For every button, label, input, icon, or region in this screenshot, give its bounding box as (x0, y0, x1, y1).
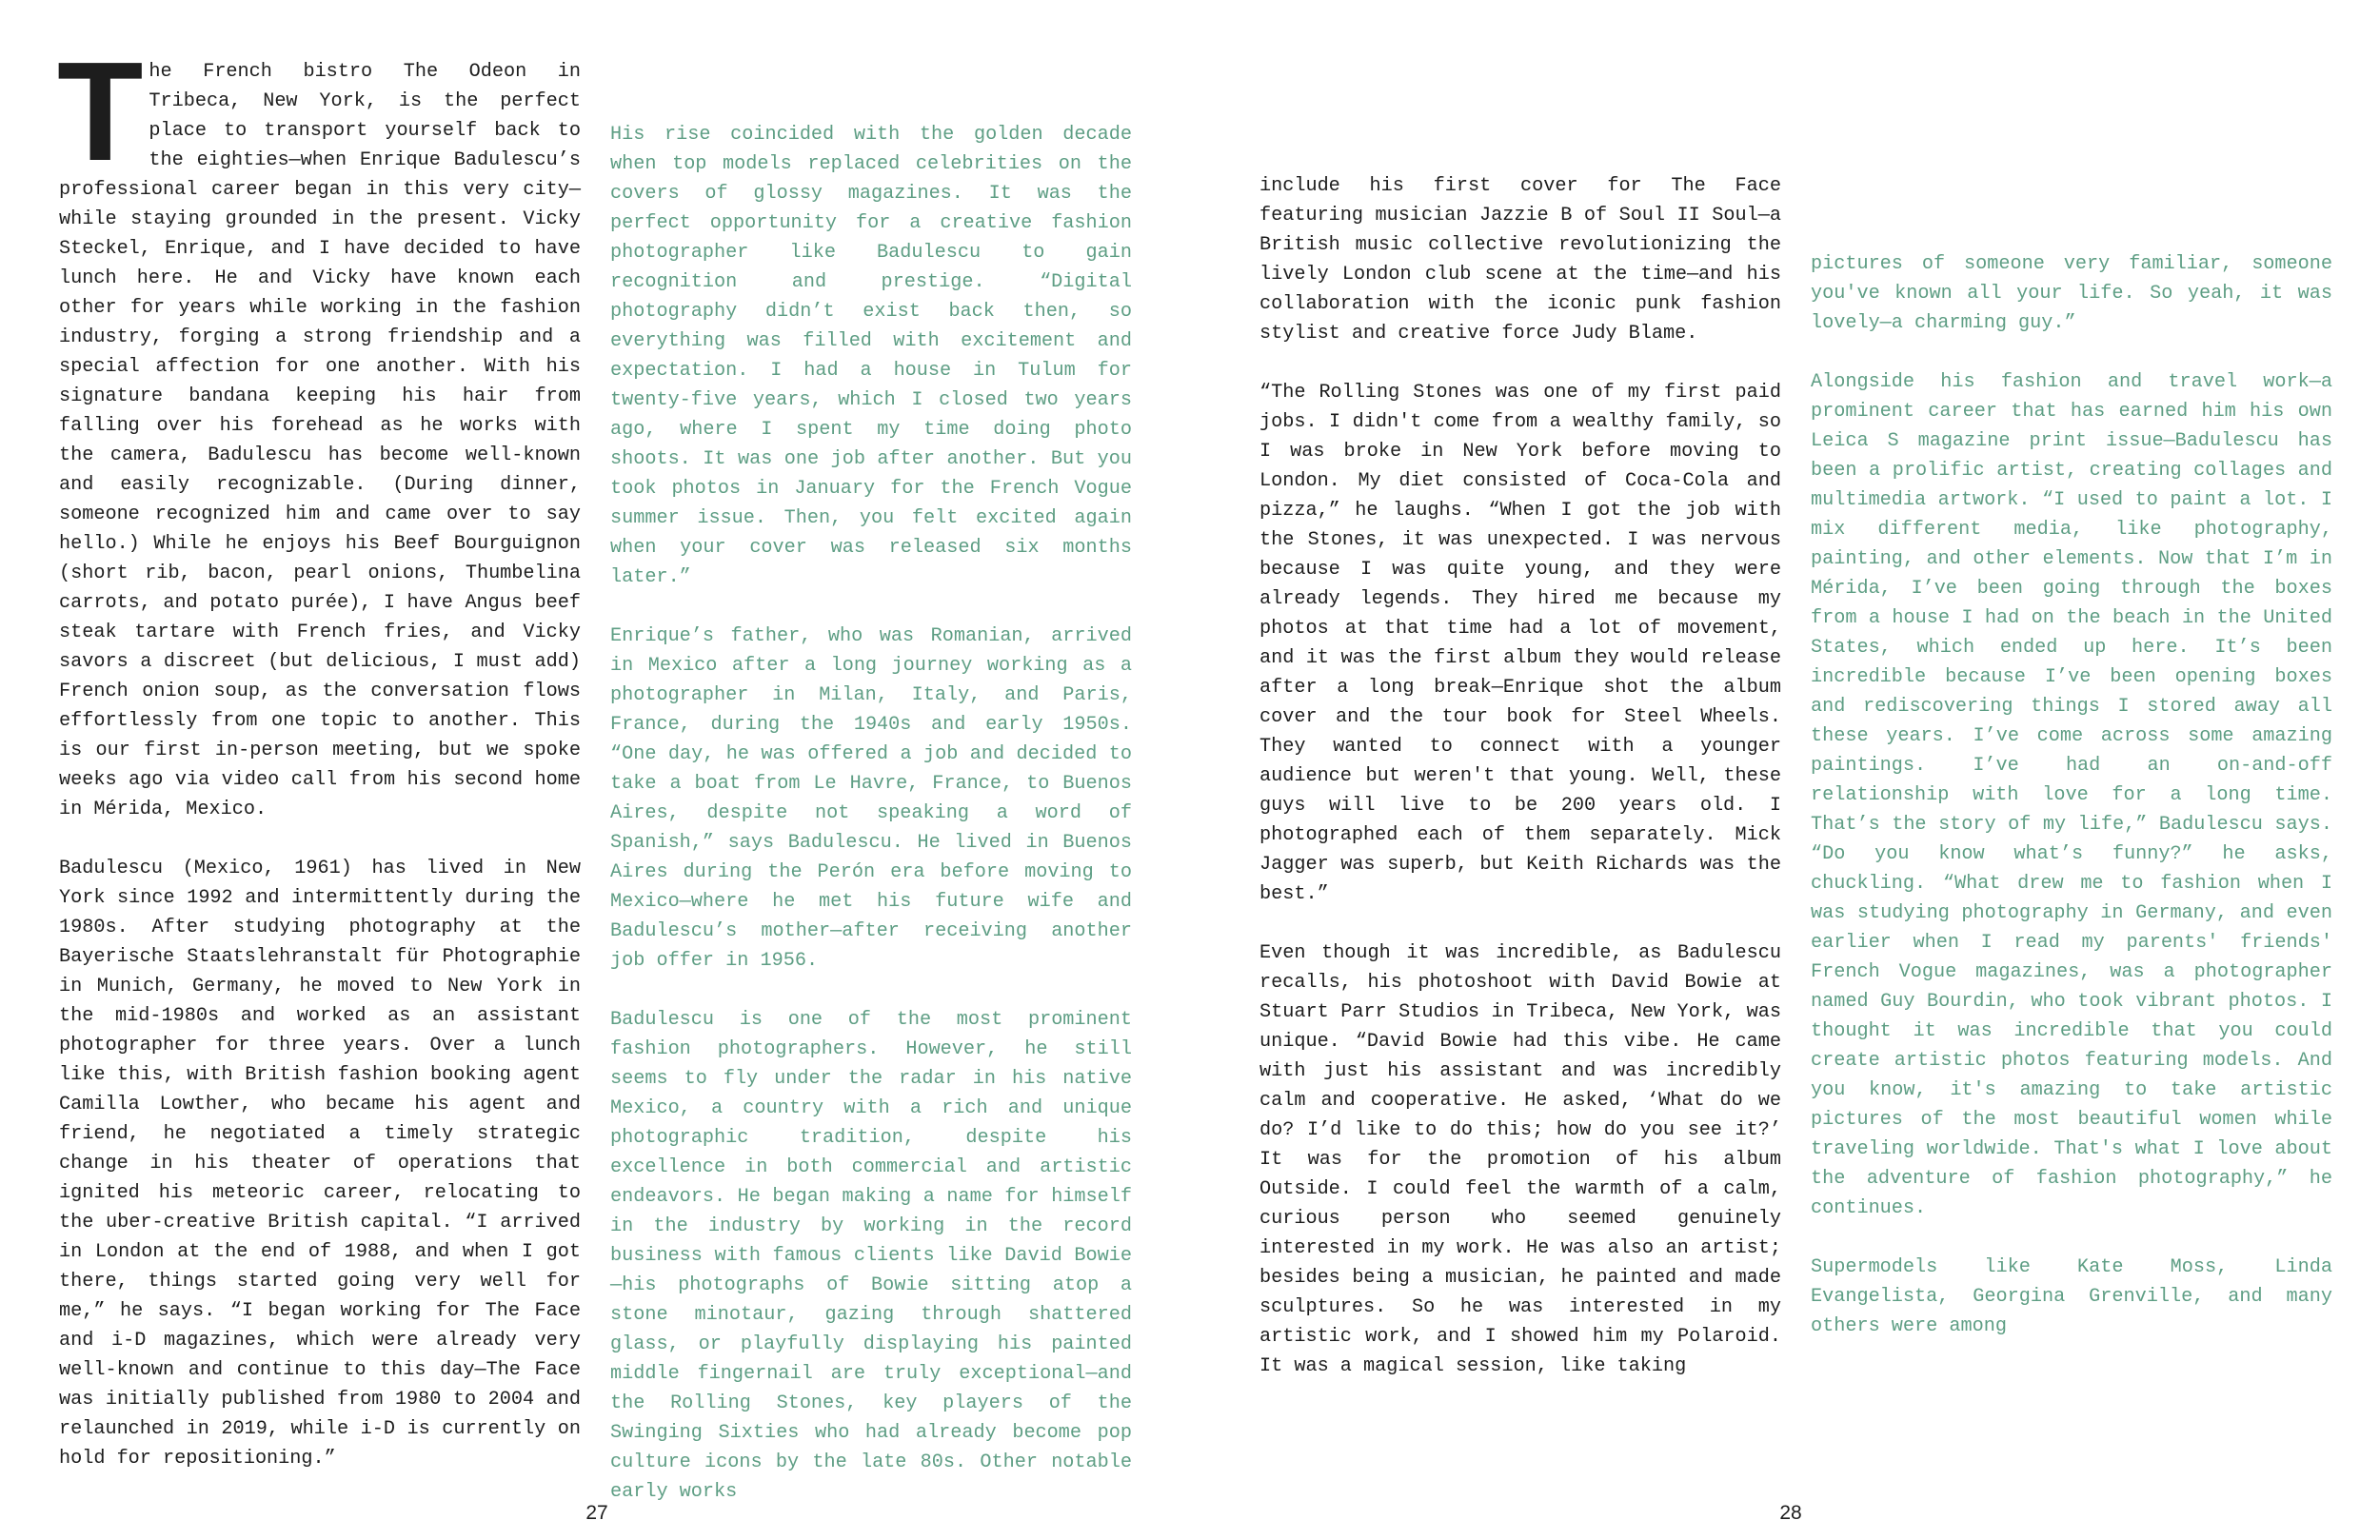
paragraph: Alongside his fashion and travel work—a prominent career that has earned him his own Leica S magazine print issue—Badulescu has been a prolific artist, creating collages and multimedia artwork. “I used to paint a lot. I mix different media, like photography, painting, and other elements. Now that I’m in Mérida, I’ve been going through the boxes from a house I had on the beach in the United States, which ended up here. It’s been incredible because I’ve been opening boxes and rediscovering things I stored away all these years. I’ve come across some amazing paintings. I’ve had an on-and-off relationship with love for a long time. That’s the story of my life,” Badulescu says. “Do you know what’s funny?” he asks, chuckling. “What drew me to fashion when I was studying photography in Germany, and even earlier when I read my parents' friends' French Vogue magazines, was a photographer named Guy Bourdin, who took vibrant photos. I thought it was incredible that you could create artistic photos featuring models. And you know, it's amazing to take artistic pictures of the most beautiful women while traveling worldwide. That's what I love about the adventure of fashion photography,” he continues. (1811, 371, 2332, 1219)
paragraph: Supermodels like Kate Moss, Linda Evangelista, Georgina Grenville, and many others were among (1811, 1256, 2332, 1337)
paragraph: include his first cover for The Face featuring musician Jazzie B of Soul II Soul—a British music collective revolutionizing the lively London club scene at the time—and his collaboration with the iconic punk fashion stylist and creative force Judy Blame. (1259, 175, 1781, 345)
paragraph-text: he French bistro The Odeon in Tribeca, New York, is the perfect place to transport yourself back to the eighties—when Enrique Badulescu’s professional career began in this very city—while staying grounded in the present. Vicky Steckel, Enrique, and I have decided to have lunch here. He and Vicky have known each other for years while working in the fashion industry, forging a strong friendship and a special affection for one another. With his signature bandana keeping his hair from falling over his forehead as he works with the camera, Badulescu has become well-known and easily recognizable. (During dinner, someone recognized him and came over to say hello.) While he enjoys his Beef Bourguignon (short rib, bacon, pearl onions, Thumbelina carrots, and potato purée), I have Angus beef steak tartare with French fries, and Vicky savors a discreet (but delicious, I must add) French onion soup, as the conversation flows effortlessly from one topic to another. This is our first in-person meeting, but we spoke weeks ago via video call from his second home in Mérida, Mexico. (59, 61, 581, 820)
column-4 (1811, 249, 2332, 1341)
paragraph: pictures of someone very familiar, someone you've known all your life. So yeah, it was lovely—a charming guy.” (1811, 253, 2332, 334)
paragraph: Badulescu is one of the most prominent fashion photographers. However, he still seems to fly under the radar in his native Mexico, a country with a rich and unique photographic tradition, despite his excellence in both commercial and artistic endeavors. He began making a name for himself in the industry by working in the record business with famous clients like David Bowie—his photographs of Bowie sitting atop a stone minotaur, gazing through shattered glass, or playfully displaying his painted middle fingernail are truly exceptional—and the Rolling Stones, key players of the Swinging Sixties who had already become pop culture icons by the late 80s. Other notable early works (610, 1009, 1132, 1503)
paragraph: Even though it was incredible, as Badulescu recalls, his photoshoot with David Bowie at Stuart Parr Studios in Tribeca, New York, was unique. “David Bowie had this vibe. He came with just his assistant and was incredibly calm and cooperative. He asked, ‘What do we do? I’d like to do this; how do you see it?’ It was for the promotion of his album Outside. I could feel the warmth of a calm, curious person who seemed genuinely interested in my work. He was also an artist; besides being a musician, he painted and made sculptures. So he was interested in my artistic work, and I showed him my Polaroid. It was a magical session, like taking (1259, 942, 1781, 1377)
right-page (1190, 0, 2380, 1540)
page-number: 27 (585, 1502, 608, 1524)
paragraph: Badulescu (Mexico, 1961) has lived in New York since 1992 and intermittently during the 1980s. After studying photography at the Bayerische Staatslehranstalt für Photographie in Munich, Germany, he moved to New York in the mid-1980s and worked as an assistant photographer for three years. Over a lunch like this, with British fashion booking agent Camilla Lowther, who became his agent and friend, he negotiated a timely strategic change in his theater of operations that ignited his meteoric career, relocating to the uber-creative British capital. “I arrived in London at the end of 1988, and when I got there, things started going very well for me,” he says. “I began working for The Face and i-D magazines, which were already very well-known and continue to this day—The Face was initially published from 1980 to 2004 and relaunched in 2019, while i-D is currently on hold for repositioning.” (59, 858, 581, 1470)
drop-cap: T (57, 33, 144, 190)
paragraph: “The Rolling Stones was one of my first paid jobs. I didn't come from a wealthy family, so I was broke in New York before moving to London. My diet consisted of Coca-Cola and pizza,” he laughs. “When I got the job with the Stones, it was unexpected. I was nervous because I was quite young, and they were already legends. They hired me because my photos at that time had a lot of movement, and it was the first album they would release after a long break—Enrique shot the album cover and the tour book for Steel Wheels. They wanted to connect with a younger audience but weren't that young. Well, these guys will live to be 200 years old. I photographed each of them separately. Mick Jagger was superb, but Keith Richards was the best.” (1259, 382, 1781, 905)
column-1 (57, 33, 581, 1473)
paragraph (57, 33, 581, 824)
page-number: 28 (1779, 1502, 1802, 1524)
paragraph: Enrique’s father, who was Romanian, arrived in Mexico after a long journey working as a photographer in Milan, Italy, and Paris, France, during the 1940s and early 1950s. “One day, he was offered a job and decided to take a boat from Le Havre, France, to Buenos Aires, despite not speaking a word of Spanish,” says Badulescu. He lived in Buenos Aires during the Perón era before moving to Mexico—where he met his future wife and Badulescu’s mother—after receiving another job offer in 1956. (610, 625, 1132, 972)
column-3 (1259, 171, 1781, 1381)
paragraph: His rise coincided with the golden decade when top models replaced celebrities on the covers of glossy magazines. It was the perfect opportunity for a creative fashion photographer like Badulescu to gain recognition and prestige. “Digital photography didn’t exist back then, so everything was filled with excitement and expectation. I had a house in Tulum for twenty-five years, which I closed two years ago, where I spent my time doing photo shoots. It was one job after another. But you took photos in January for the French Vogue summer issue. Then, you felt excited again when your cover was released six months later.” (610, 124, 1132, 588)
column-2 (610, 120, 1132, 1507)
